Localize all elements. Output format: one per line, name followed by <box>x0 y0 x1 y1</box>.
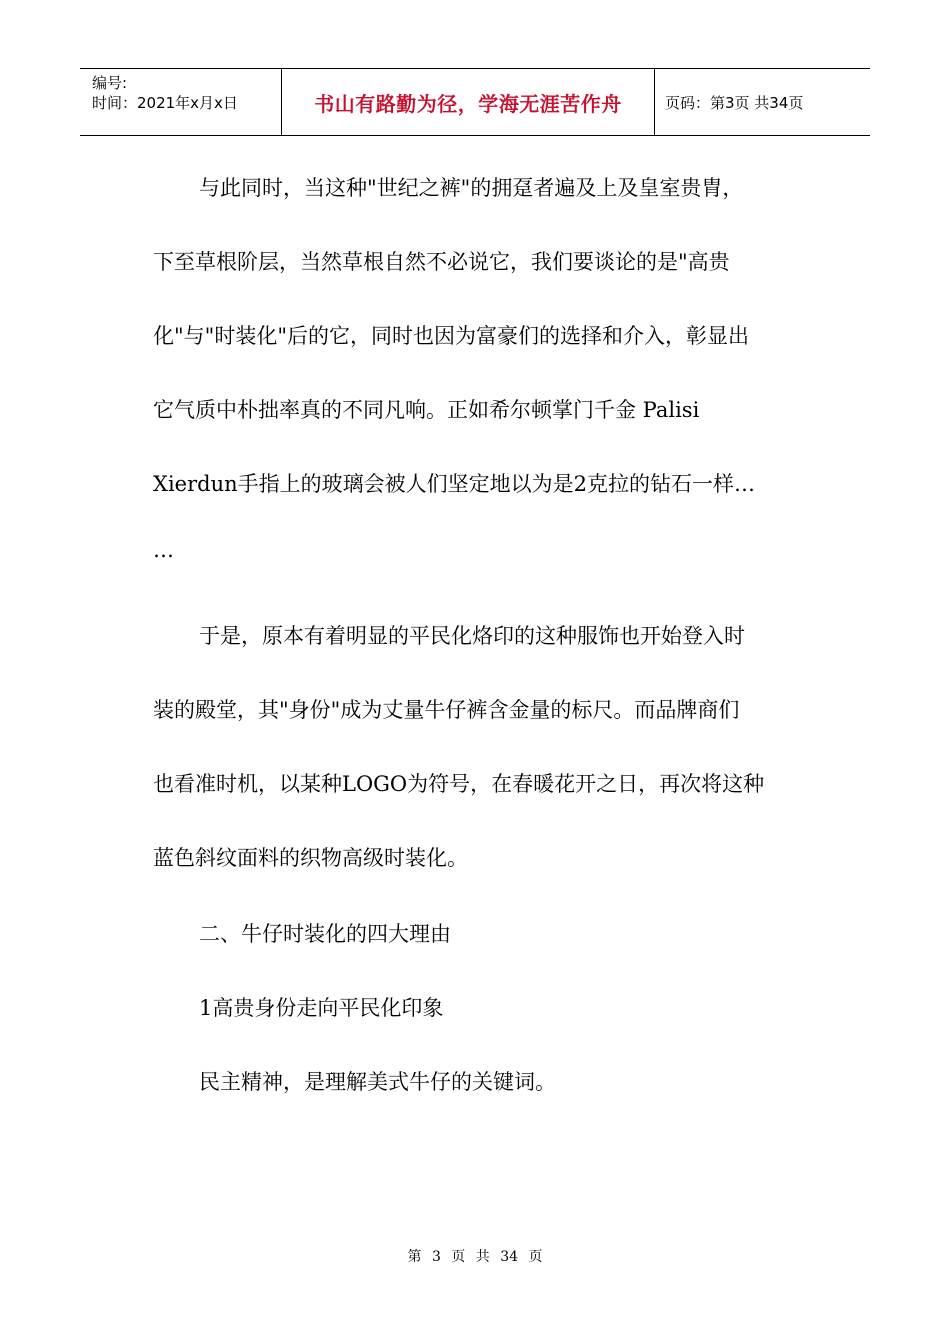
header-meta <box>80 69 282 135</box>
paragraph-3: 民主精神，是理解美式牛仔的关键词。 <box>199 1070 556 1094</box>
subsection-heading: 1高贵身份走向平民化印象 <box>199 996 444 1020</box>
paragraph-line: 装的殿堂，其"身份"成为丈量牛仔裤含金量的标尺。而品牌商们 <box>153 698 740 722</box>
header-motto-cell <box>282 69 655 135</box>
page-footer: 第 3 页 共 34 页 <box>407 1249 543 1265</box>
header-page-info <box>655 69 870 135</box>
header-motto: 书山有路勤为径，学海无涯苦作舟 <box>314 91 622 116</box>
document-date: 时间：2021年x月x日 <box>92 94 238 112</box>
paragraph-line: 蓝色斜纹面料的织物高级时装化。 <box>153 846 468 870</box>
section-heading: 二、牛仔时装化的四大理由 <box>199 922 451 946</box>
paragraph-line: 也看准时机，以某种LOGO为符号，在春暖花开之日，再次将这种 <box>153 772 765 796</box>
paragraph-line: 它气质中朴拙率真的不同凡响。正如希尔顿掌门千金 Palisi <box>153 398 700 422</box>
document-number-label: 编号: <box>92 74 128 92</box>
page-info-text: 页码：第3页 共34页 <box>665 93 804 112</box>
paragraph-line: Xierdun手指上的玻璃会被人们坚定地以为是2克拉的钻石一样… <box>153 472 755 496</box>
paragraph-line: 下至草根阶层，当然草根自然不必说它，我们要谈论的是"高贵 <box>153 250 730 274</box>
page-header <box>80 68 870 136</box>
paragraph-line: 化"与"时装化"后的它，同时也因为富豪们的选择和介入，彰显出 <box>153 324 749 348</box>
paragraph-line: 于是，原本有着明显的平民化烙印的这种服饰也开始登入时 <box>199 624 745 648</box>
paragraph-line: 与此同时，当这种"世纪之裤"的拥趸者遍及上及皇室贵胄， <box>199 176 744 200</box>
paragraph-line: … <box>153 538 174 562</box>
